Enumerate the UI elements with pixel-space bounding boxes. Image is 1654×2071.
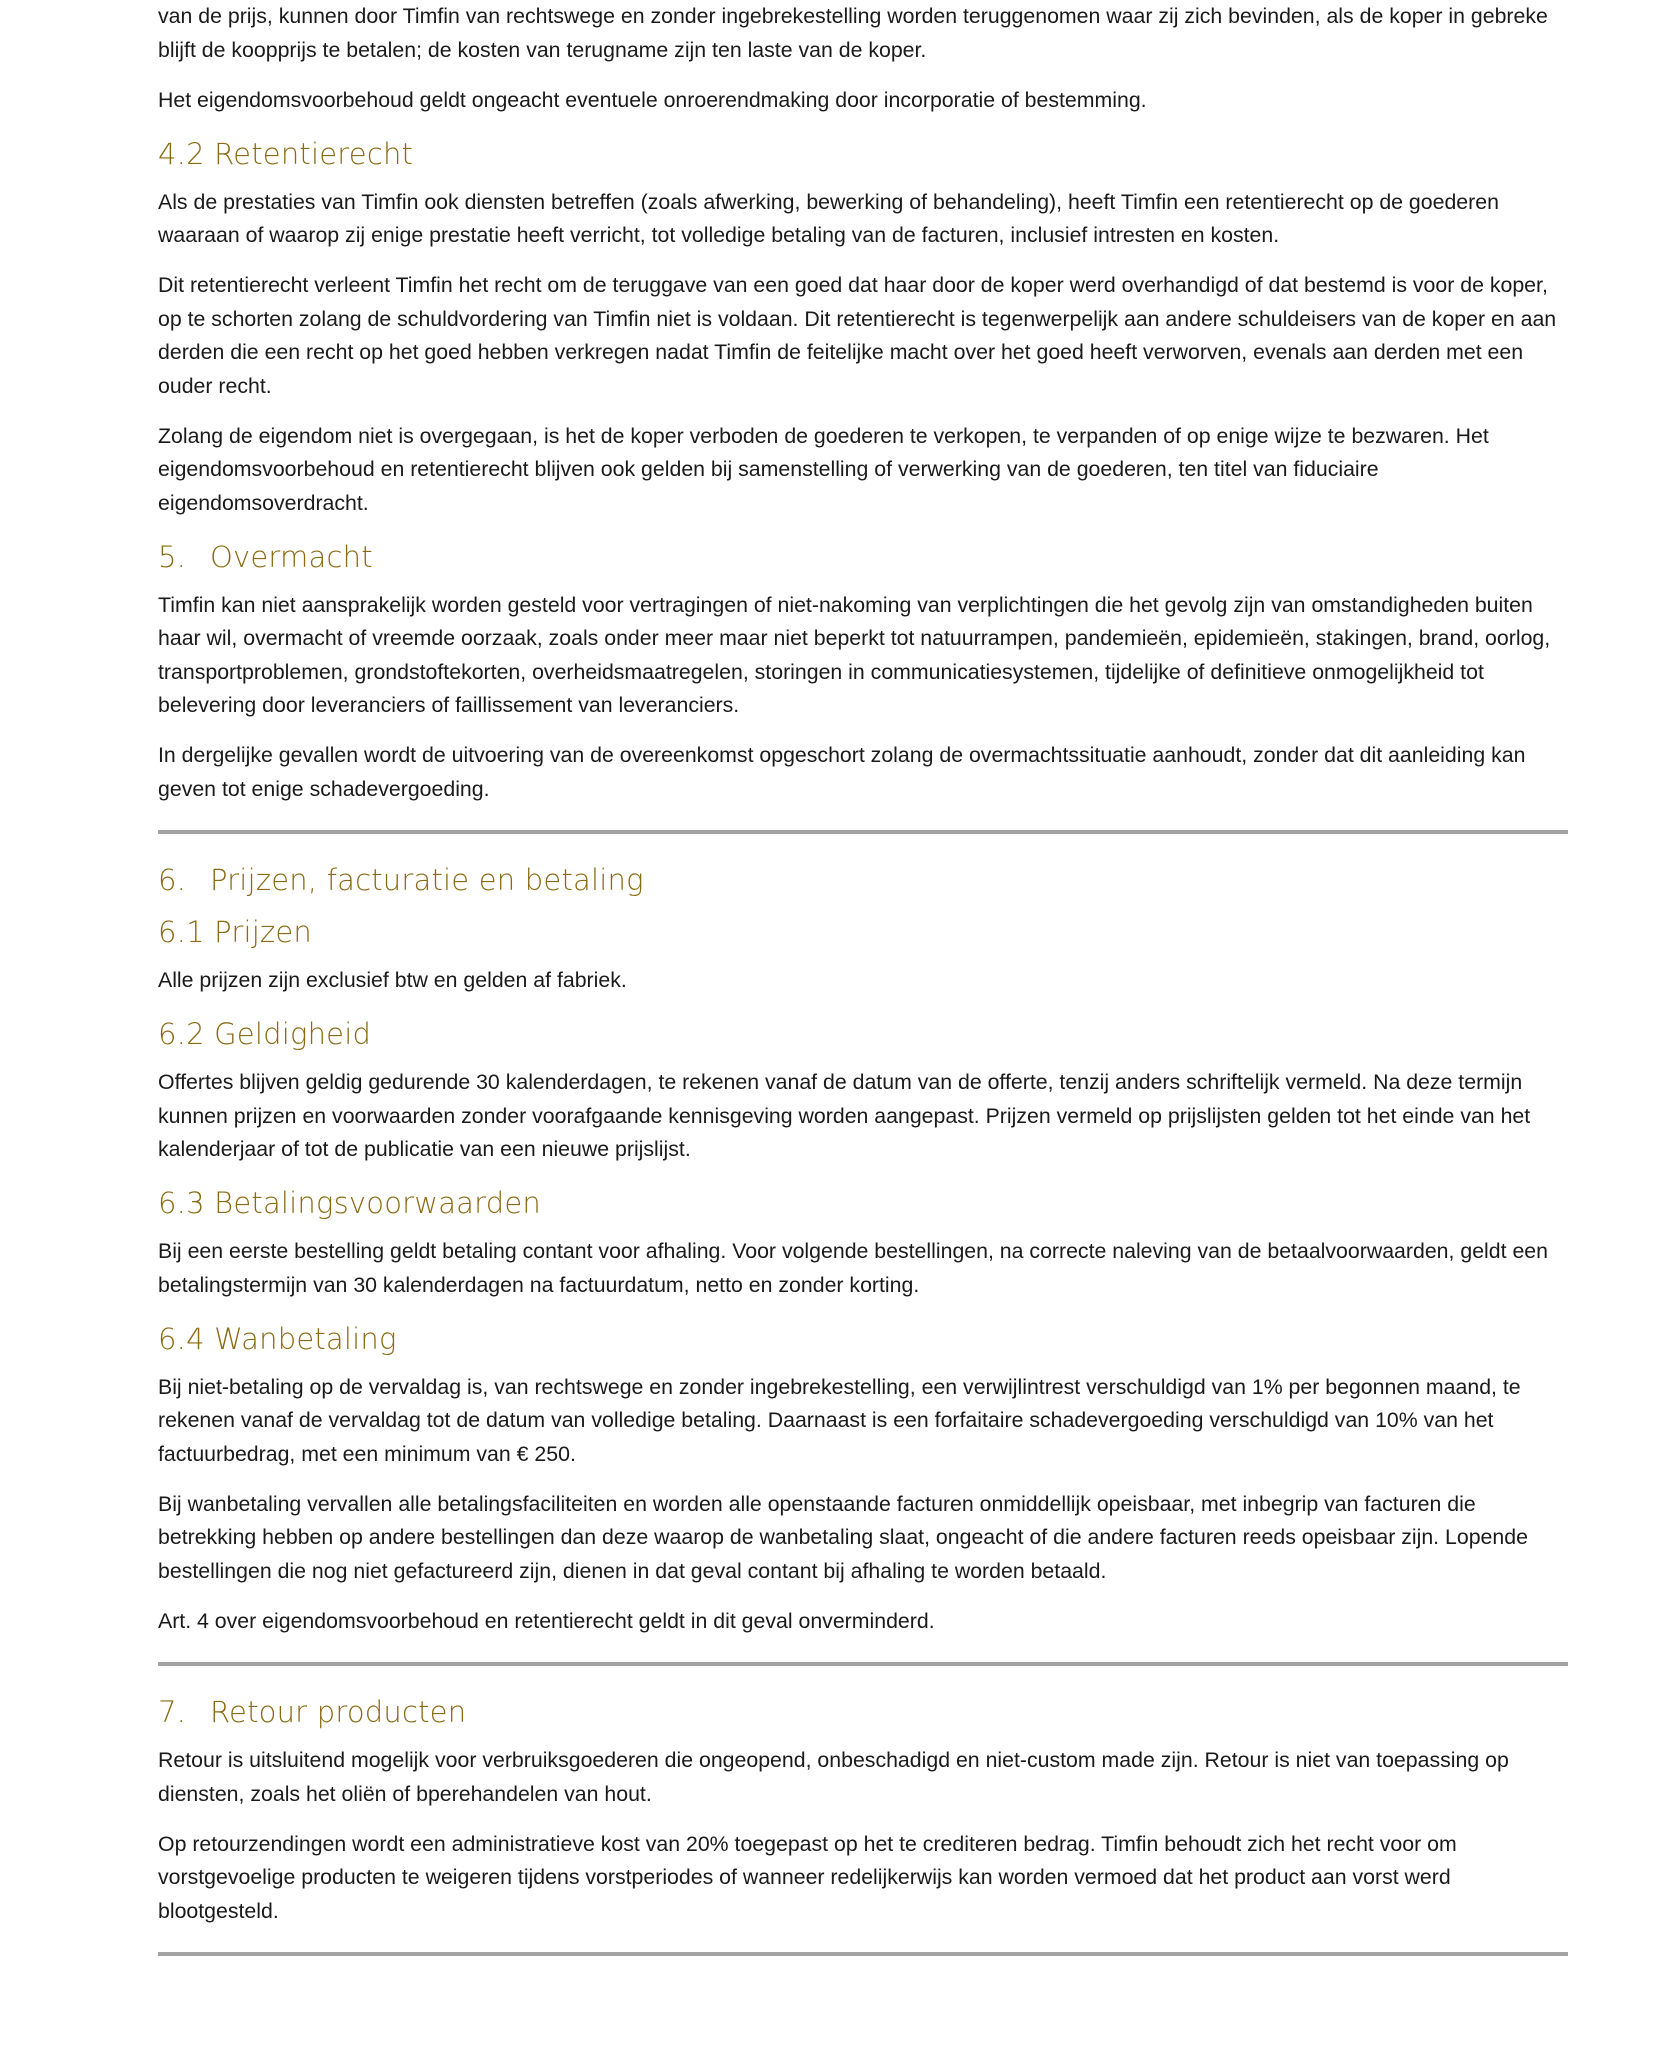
document-page — [158, 0, 1568, 1982]
paragraph: Alle prijzen zijn exclusief btw en gelden af fabriek. — [158, 968, 627, 992]
heading-6 — [158, 860, 1568, 900]
paragraph: Retour is uitsluitend mogelijk voor verbruiksgoederen die ongeopend, onbeschadigd en niet-custom made zijn. Retour is niet van toepassing op diensten, zoals het oliën of bperehandelen van hout. — [158, 1748, 1509, 1806]
paragraph: In dergelijke gevallen wordt de uitvoering van de overeenkomst opgeschort zolang de overmachtssituatie aanhoudt, zonder dat dit aanleiding kan geven tot enige schadevergoeding. — [158, 743, 1526, 801]
paragraph: Bij een eerste bestelling geldt betaling contant voor afhaling. Voor volgende bestellingen, na correcte naleving van de betaalvoorwaarden, geldt een betalingstermijn van 30 kalenderdagen na factuurdatum, netto en zonder korting. — [158, 1239, 1548, 1297]
section-divider — [158, 1952, 1568, 1956]
paragraph: Als de prestaties van Timfin ook diensten betreffen (zoals afwerking, bewerking of behandeling), heeft Timfin een retentierecht op de goederen waaraan of waarop zij enige prestatie heeft verricht, tot volledige betaling van de facturen, inclusief intresten en kosten. — [158, 189, 1499, 247]
heading-text: Prijzen, facturatie en betaling — [210, 863, 644, 897]
paragraph: Op retourzendingen wordt een administratieve kost van 20% toegepast op het te crediteren bedrag. Timfin behoudt zich het recht voor om vorstgevoelige producten te weigeren tijdens vorstperiodes of wanneer redelijkerwijs kan worden vermoed dat het product aan vorst werd blootgesteld. — [158, 1831, 1457, 1923]
paragraph: Zolang de eigendom niet is overgegaan, is het de koper verboden de goederen te verkopen, te verpanden of op enige wijze te bezwaren. Het eigendomsvoorbehoud en retentierecht blijven ook gelden bij samenstelling of verwerking van de goederen, ten titel van fiduciaire eigendomsoverdracht. — [158, 423, 1489, 515]
section-divider — [158, 830, 1568, 834]
heading-4-2: 4.2 Retentierecht — [158, 136, 414, 171]
heading-number: 7. — [158, 1695, 187, 1729]
paragraph: Bij niet-betaling op de vervaldag is, van rechtswege en zonder ingebrekestelling, een verwijlintrest verschuldigd van 1% per begonnen maand, te rekenen vanaf de vervaldag tot de datum van volledige betaling. Daarnaast is een forfaitaire schadevergoeding verschuldigd van 10% van het factuurbedrag, met een minimum van € 250. — [158, 1374, 1521, 1466]
heading-6-2: 6.2 Geldigheid — [158, 1017, 372, 1051]
heading-text: Overmacht — [210, 539, 373, 574]
paragraph: Art. 4 over eigendomsvoorbehoud en retentierecht geldt in dit geval onverminderd. — [158, 1608, 935, 1633]
paragraph: van de prijs, kunnen door Timfin van rechtswege en zonder ingebrekestelling worden teruggenomen waar zij zich bevinden, als de koper in gebreke blijft de koopprijs te betalen; de kosten van terugname zijn ten laste van de koper. — [158, 4, 1548, 62]
heading-6-3: 6.3 Betalingsvoorwaarden — [158, 1186, 541, 1220]
heading-number: 5. — [158, 539, 187, 574]
section-divider — [158, 1662, 1568, 1666]
heading-5 — [158, 537, 1568, 577]
paragraph: Bij wanbetaling vervallen alle betalingsfaciliteiten en worden alle openstaande facturen onmiddellijk opeisbaar, met inbegrip van facturen die betrekking hebben op andere bestellingen dan deze waarop de wanbetaling slaat, ongeacht of die andere facturen reeds opeisbaar zijn. Lopende bestellingen die nog niet gefactureerd zijn, dienen in dat geval contant bij afhaling te worden betaald. — [158, 1491, 1528, 1583]
heading-text: Retour producten — [210, 1695, 467, 1729]
heading-6-4: 6.4 Wanbetaling — [158, 1321, 397, 1356]
paragraph: Timfin kan niet aansprakelijk worden gesteld voor vertragingen of niet-nakoming van verplichtingen die het gevolg zijn van omstandigheden buiten haar wil, overmacht of vreemde oorzaak, zoals onder meer maar niet beperkt tot natuurrampen, pandemieën, epidemieën, stakingen, brand, oorlog, transportproblemen, grondstoftekorten, overheidsmaatregelen, storingen in communicatiesystemen, tijdelijke of definitieve onmogelijkheid tot belevering door leveranciers of faillissement van leveranciers. — [158, 592, 1551, 717]
heading-7 — [158, 1692, 1568, 1732]
paragraph: Dit retentierecht verleent Timfin het recht om de teruggave van een goed dat haar door de koper werd overhandigd of dat bestemd is voor de koper, op te schorten zolang de schuldvordering van Timfin niet is voldaan. Dit retentierecht is tegenwerpelijk aan andere schuldeisers van de koper en aan derden die een recht op het goed hebben verkregen nadat Timfin de feitelijke macht over het goed heeft verworven, evenals aan derden met een ouder recht. — [158, 273, 1557, 398]
paragraph: Het eigendomsvoorbehoud geldt ongeacht eventuele onroerendmaking door incorporatie of bestemming. — [158, 87, 1147, 112]
paragraph: Offertes blijven geldig gedurende 30 kalenderdagen, te rekenen vanaf de datum van de offerte, tenzij anders schriftelijk vermeld. Na deze termijn kunnen prijzen en voorwaarden zonder voorafgaande kennisgeving worden aangepast. Prijzen vermeld op prijslijsten gelden tot het einde van het kalenderjaar of tot de publicatie van een nieuwe prijslijst. — [158, 1070, 1531, 1161]
heading-number: 6. — [158, 863, 187, 897]
heading-6-1: 6.1 Prijzen — [158, 915, 312, 949]
